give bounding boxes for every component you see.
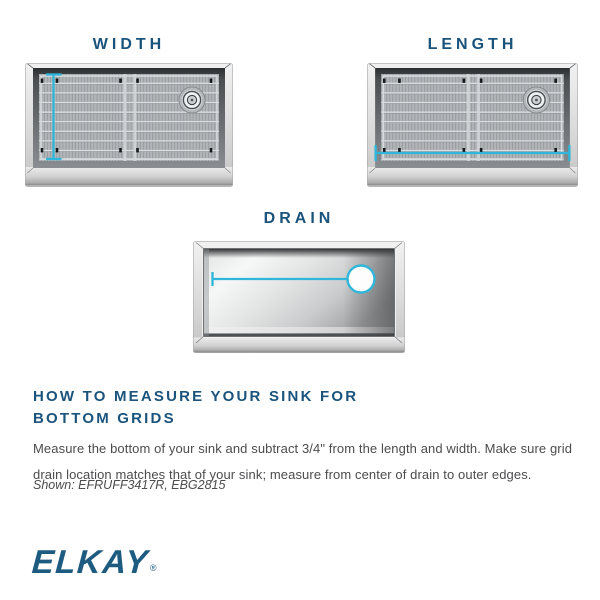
length-label: LENGTH — [427, 36, 518, 53]
sink-with-grid-photo — [25, 63, 232, 186]
sink-width-illustration — [25, 63, 233, 187]
page-title-line1: HOW TO MEASURE YOUR SINK FOR — [33, 388, 359, 405]
sink-length-illustration — [367, 63, 578, 187]
elkay-logo — [32, 543, 157, 581]
drain-icon — [348, 266, 375, 293]
elkay-logo-text: ELKAY — [30, 543, 151, 580]
shown-models-note: Shown: EFRUFF3417R, EBG2815 — [33, 478, 226, 492]
width-label: WIDTH — [92, 36, 166, 53]
instructions-line1: Measure the bottom of your sink and subtract 3/4" from the length and width. Make sure grid — [33, 441, 573, 456]
sink-with-grid-photo — [367, 63, 577, 186]
drain-label: DRAIN — [263, 210, 335, 227]
page-title — [33, 386, 589, 430]
page-title-line2: BOTTOM GRIDS — [33, 410, 176, 427]
instructions-line2: drain location matches that of your sink; measure from center of drain to outer edges. — [33, 467, 532, 482]
sink-drain-illustration — [193, 241, 405, 353]
registered-trademark-icon: ® — [149, 563, 157, 573]
